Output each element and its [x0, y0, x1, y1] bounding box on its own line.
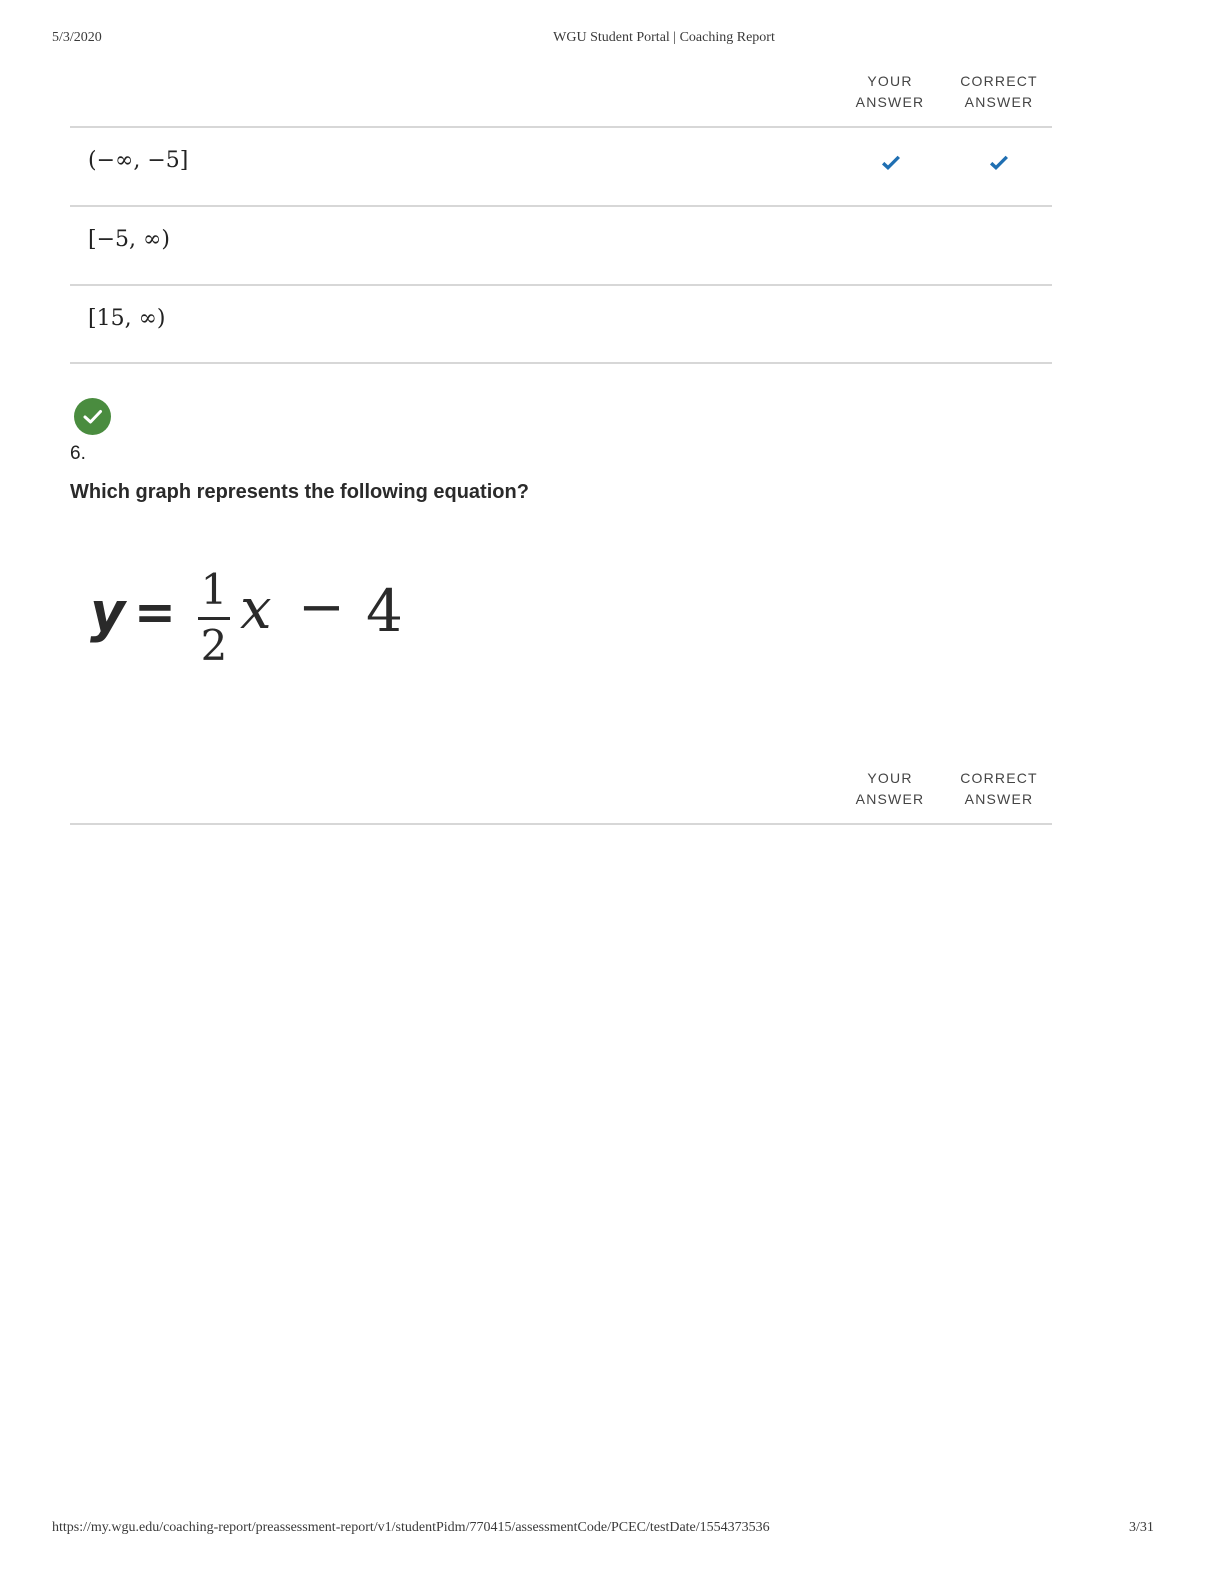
- print-header: [0, 30, 1224, 50]
- your-answer-header: YOUR ANSWER: [855, 770, 925, 807]
- equation-variable: x: [240, 577, 272, 642]
- equation-operator: −: [298, 575, 345, 640]
- question-number: 6.: [70, 443, 86, 464]
- question-text: Which graph represents the following equation?: [70, 481, 529, 503]
- your-answer-header: YOUR ANSWER: [855, 73, 925, 110]
- option-label: [−5, ∞): [88, 227, 170, 252]
- option-label: (−∞, −5]: [88, 148, 189, 173]
- correct-status-icon: [74, 398, 111, 435]
- table-divider: [70, 823, 1052, 825]
- equation-denominator: 2: [200, 621, 228, 670]
- equation-lhs: y: [90, 581, 126, 644]
- correct-answer-header: CORRECT ANSWER: [960, 73, 1038, 110]
- option-label: [15, ∞): [88, 306, 166, 331]
- page-number: 3/31: [1129, 1520, 1154, 1535]
- equation-constant: 4: [366, 577, 403, 645]
- answer-table-header: [70, 71, 1052, 129]
- answer-option-row: [70, 128, 1052, 204]
- your-answer-check-icon: [879, 152, 903, 176]
- equation-equals: =: [134, 583, 176, 641]
- table-divider: [70, 362, 1052, 364]
- answer-option-row: [70, 286, 1052, 362]
- equation: [90, 565, 410, 675]
- answer-table-header: [70, 768, 1052, 826]
- print-footer: [0, 1520, 1224, 1540]
- print-url: https://my.wgu.edu/coaching-report/preassessment-report/v1/studentPidm/770415/assessmentCode/PCEC/testDate/1554373536: [52, 1520, 770, 1535]
- answer-option-row: [70, 207, 1052, 283]
- print-title: WGU Student Portal | Coaching Report: [553, 30, 775, 45]
- fraction-bar: [198, 617, 230, 620]
- equation-numerator: 1: [200, 565, 228, 614]
- print-date: 5/3/2020: [52, 30, 102, 45]
- correct-answer-header: CORRECT ANSWER: [960, 770, 1038, 807]
- correct-answer-check-icon: [987, 152, 1011, 176]
